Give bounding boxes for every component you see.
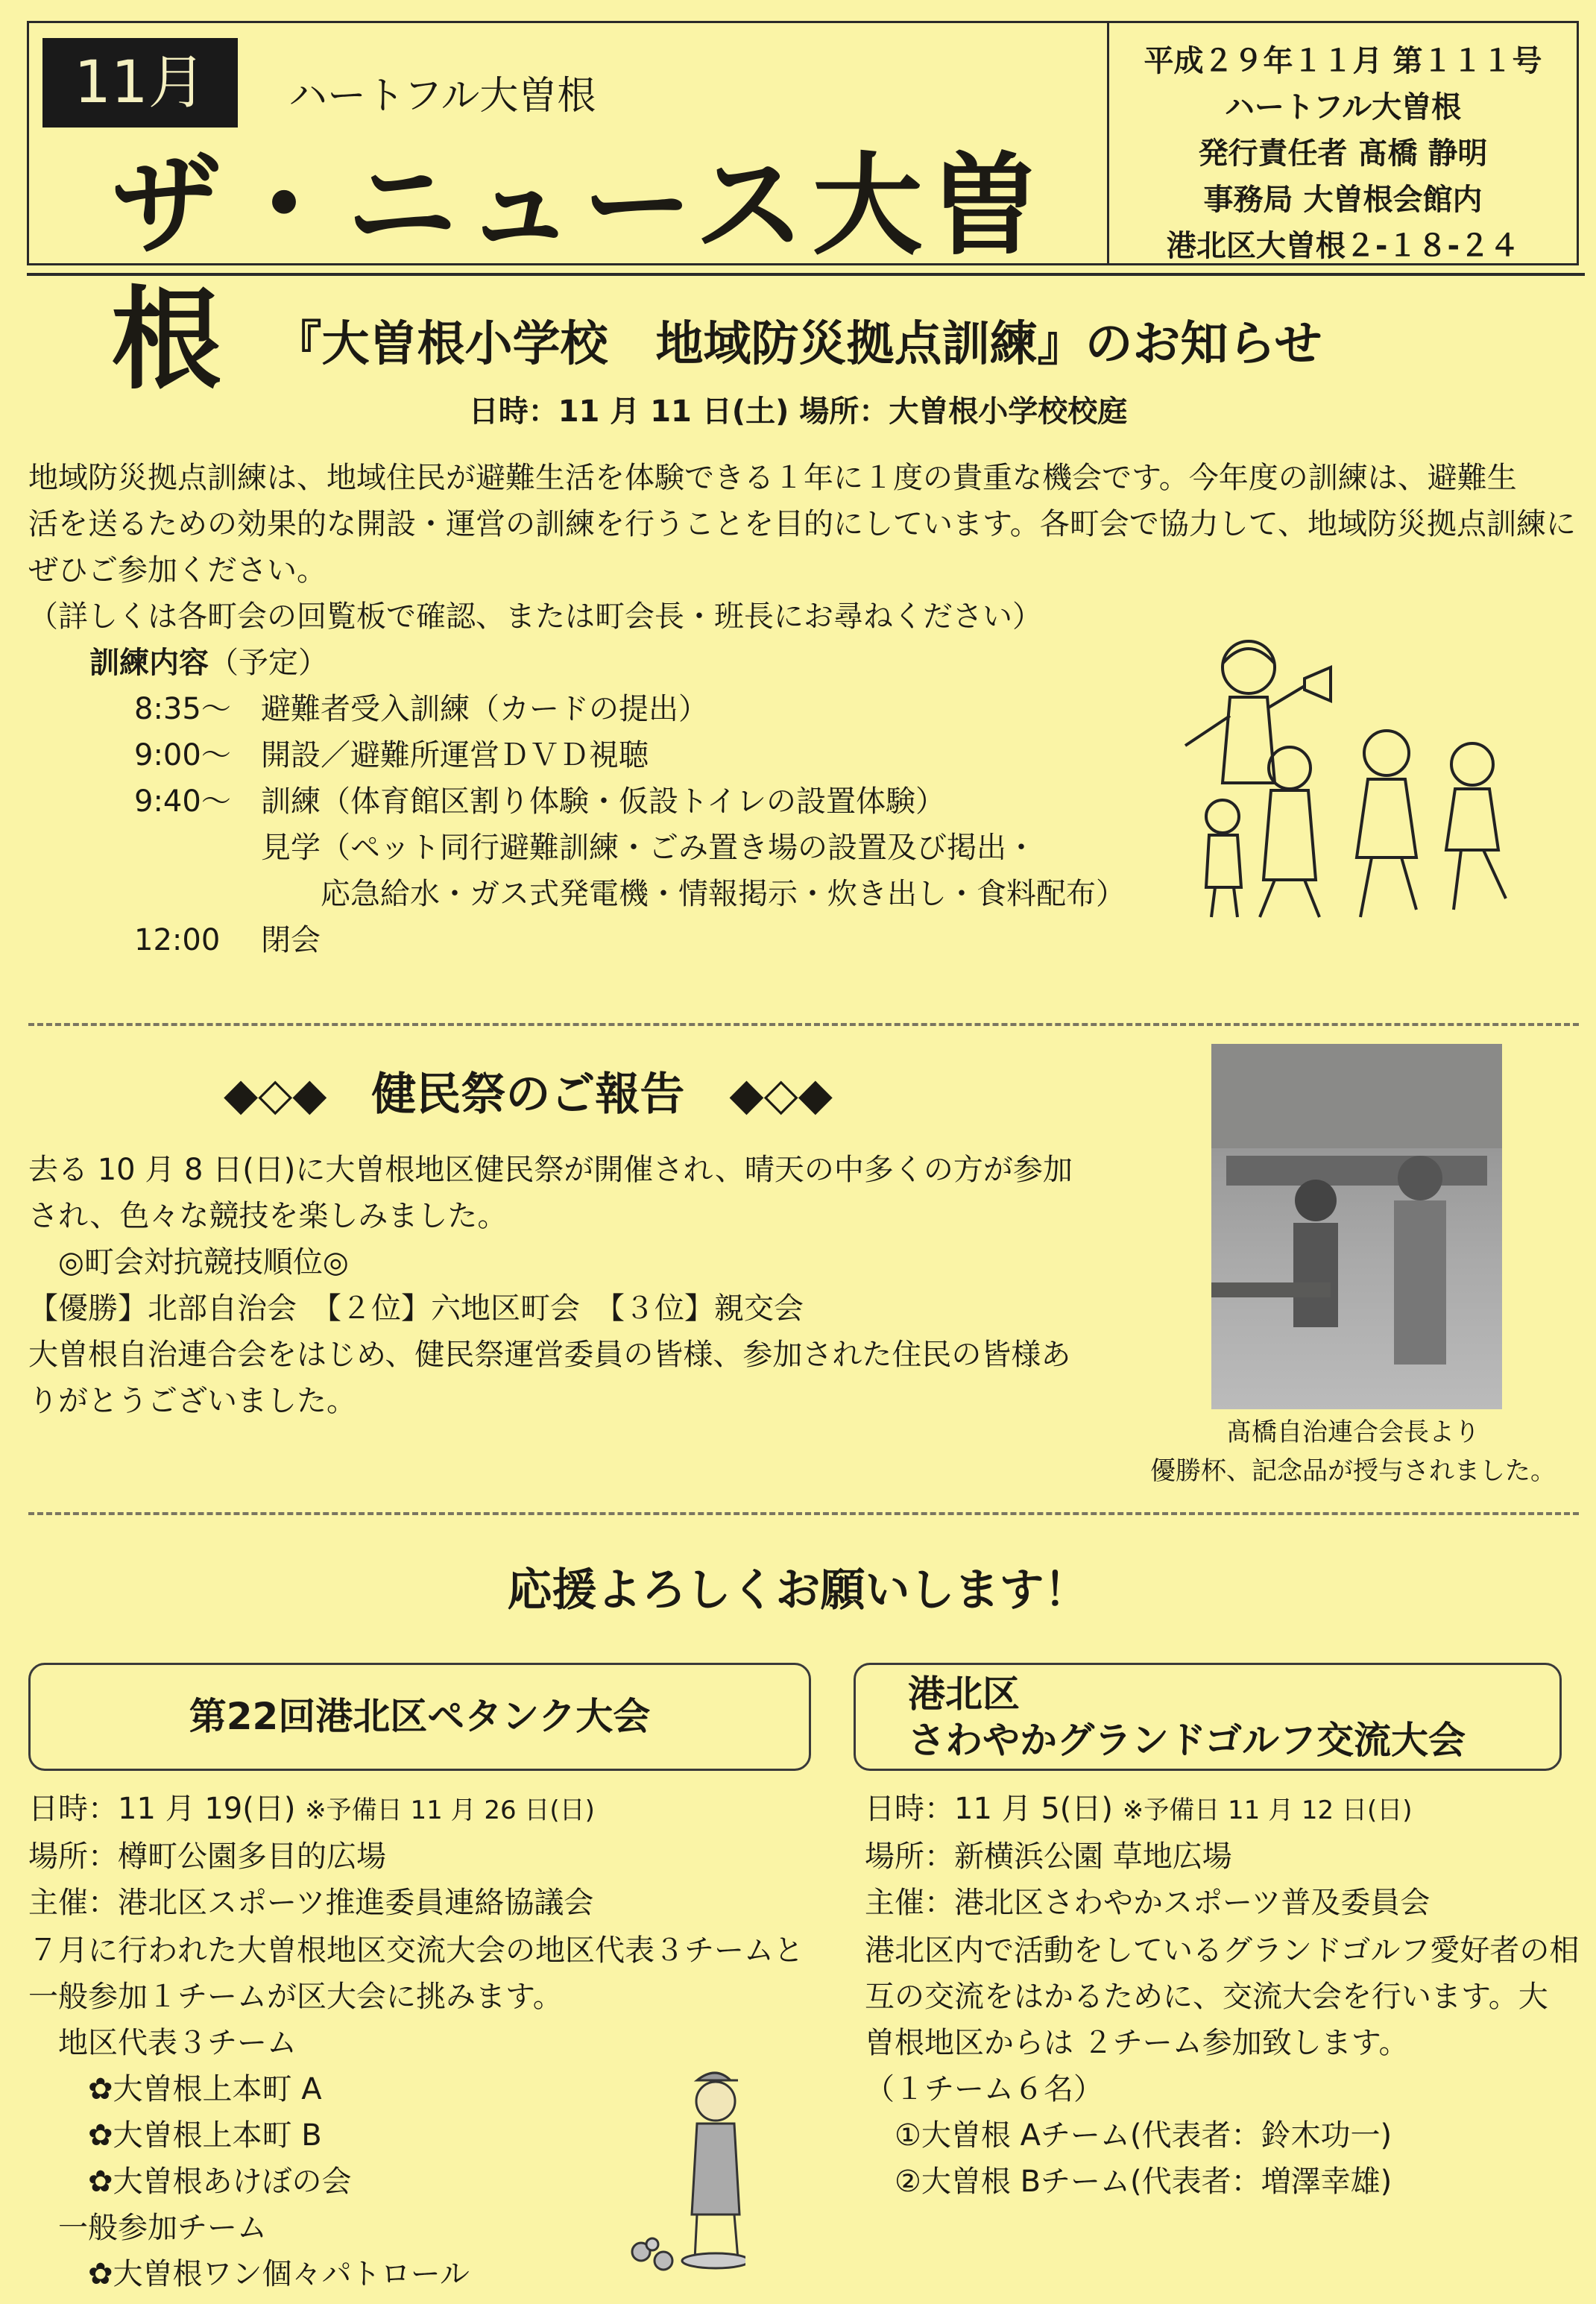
- masthead-title: ザ・ニュース大曽根: [111, 142, 1048, 404]
- award-photo: [1211, 1044, 1502, 1409]
- evacuation-illustration: [1178, 634, 1521, 925]
- issue-info-line: 平成２９年１１月 第１１１号: [1144, 44, 1542, 78]
- event-host: 主催：港北区さわやかスポーツ普及委員会: [865, 1886, 1431, 1920]
- schedule-row: [134, 825, 1126, 871]
- schedule-row: [134, 917, 1126, 963]
- drill-content-heading: [89, 640, 328, 686]
- schedule-item: 開設／避難所運営ＤＶＤ視聴: [261, 738, 649, 772]
- date-text: 日時：11 月 5(日): [865, 1792, 1113, 1826]
- drill-paragraph: [28, 455, 1579, 640]
- title-line: 港北区: [908, 1672, 1020, 1716]
- team-line: ✿大曽根上本町 A: [28, 2072, 322, 2106]
- schedule-item: 閉会: [261, 923, 321, 957]
- event-host: 主催：港北区スポーツ推進委員連絡協議会: [28, 1886, 594, 1920]
- team-line: ①大曽根 Aチーム(代表者：鈴木功一): [865, 2118, 1392, 2153]
- drill-note: （詳しくは各町会の回覧板で確認、または町会長・班長にお尋ねください）: [28, 599, 1042, 634]
- team-line: ②大曽根 Bチーム(代表者：増澤幸雄): [865, 2165, 1392, 2199]
- event-date: [28, 1786, 833, 1834]
- petanque-title: 第22回港北区ペタンク大会: [189, 1695, 651, 1738]
- support-title: 応援よろしくお願いします！: [507, 1564, 1089, 1617]
- issue-info-line: 事務局 大曽根会館内: [1203, 183, 1483, 217]
- drill-title: 『大曽根小学校 地域防災拠点訓練』のお知らせ: [274, 317, 1322, 372]
- section-divider: [28, 1512, 1579, 1518]
- report-line: 大曽根自治連合会をはじめ、健民祭運営委員の皆様、参加された住民の皆様あ: [28, 1338, 1071, 1372]
- photo-caption: [1137, 1413, 1569, 1491]
- report-line: 去る 10 月 8 日(日)に大曽根地区健民祭が開催され、晴天の中多くの方が参加: [28, 1153, 1073, 1187]
- team-line: 地区代表３チーム: [28, 2026, 297, 2060]
- schedule-item: 応急給水・ガス式発電機・情報掲示・炊き出し・食料配布）: [261, 877, 1126, 911]
- schedule-item: 避難者受入訓練（カードの提出）: [261, 692, 708, 726]
- groundgolf-title: [856, 1665, 1559, 1763]
- report-line: され、色々な競技を楽しみました。: [28, 1199, 508, 1233]
- content-label: 訓練内容: [89, 646, 209, 680]
- petanque-box: [28, 1663, 811, 1771]
- event-place: 場所：新横浜公園 草地広場: [865, 1839, 1232, 1874]
- content-tentative: （予定）: [209, 646, 328, 680]
- schedule-item: 見学（ペット同行避難訓練・ごみ置き場の設置及び掲出・: [261, 831, 1036, 865]
- date-note: ※予備日 11 月 12 日(日): [1122, 1795, 1413, 1825]
- issue-info-line: 発行責任者 髙橋 静明: [1198, 136, 1488, 171]
- team-line: ✿大曽根ワン個々パトロール: [28, 2257, 470, 2291]
- team-line: 一般参加チーム: [28, 2211, 267, 2245]
- schedule-time: 12:00: [134, 923, 221, 957]
- issue-info-line: 港北区大曽根２-１８-２４: [1166, 229, 1520, 263]
- report-line: りがとうございました。: [28, 1384, 356, 1418]
- festival-report: [28, 1147, 1191, 1424]
- schedule-time: 9:00～: [134, 738, 231, 772]
- section-divider: [28, 1023, 1579, 1029]
- paragraph-line: 活を送るための効果的な開設・運営の訓練を行うことを目的にしています。各町会で協力して、地域防災拠点訓練に: [28, 507, 1576, 541]
- month-tag: 11月: [42, 38, 238, 128]
- schedule-time: 9:40～: [134, 784, 231, 819]
- festival-title: ◆◇◆ 健民祭のご報告 ◆◇◆: [224, 1068, 833, 1121]
- schedule-row: [134, 778, 1126, 825]
- title-line: さわやかグランドゴルフ交流大会: [908, 1719, 1466, 1762]
- drill-schedule: [134, 686, 1126, 963]
- schedule-item: 訓練（体育館区割り体験・仮設トイレの設置体験）: [261, 784, 945, 819]
- schedule-row: [134, 871, 1126, 917]
- schedule-row: [134, 686, 1126, 732]
- photo-figures: [1211, 1044, 1502, 1409]
- masthead-subtitle: ハートフル大曽根: [288, 74, 596, 119]
- schedule-row: [134, 732, 1126, 778]
- team-line: （１チーム６名）: [865, 2072, 1103, 2106]
- petanque-details: [28, 1786, 833, 1926]
- team-line: 港北区内で活動をしているグランドゴルフ愛好者の相: [865, 1933, 1580, 1968]
- groundgolf-details: [865, 1786, 1580, 1926]
- groundgolf-teams: [865, 1927, 1580, 2205]
- issue-info: [1109, 21, 1579, 265]
- petanque-player-illustration: [626, 2065, 745, 2282]
- caption-line: 優勝杯、記念品が授与されました。: [1150, 1456, 1556, 1486]
- team-line: 一般参加１チームが区大会に挑みます。: [28, 1980, 563, 2014]
- caption-line: 髙橋自治連合会長より: [1226, 1417, 1480, 1447]
- team-line: 曽根地区からは ２チーム参加致します。: [865, 2026, 1409, 2060]
- team-line: 互の交流をはかるために、交流大会を行います。大: [865, 1980, 1548, 2014]
- header-rule: [27, 273, 1585, 276]
- groundgolf-box: [854, 1663, 1562, 1771]
- report-line: ◎町会対抗競技順位◎: [28, 1245, 349, 1280]
- report-line: 【優勝】北部自治会 【２位】六地区町会 【３位】親交会: [28, 1291, 804, 1326]
- drill-datetime: 日時：11 月 11 日(土) 場所：大曽根小学校校庭: [468, 394, 1128, 429]
- schedule-time: 8:35～: [134, 692, 231, 726]
- issue-info-line: ハートフル大曽根: [1224, 90, 1462, 125]
- paragraph-line: ぜひご参加ください。: [28, 553, 327, 588]
- date-note: ※予備日 11 月 26 日(日): [305, 1795, 595, 1825]
- paragraph-line: 地域防災拠点訓練は、地域住民が避難生活を体験できる１年に１度の貴重な機会です。今年度の訓練は、避難生: [28, 461, 1517, 495]
- team-line: ✿大曽根上本町 B: [28, 2118, 322, 2153]
- event-date: [865, 1786, 1580, 1834]
- team-line: ７月に行われた大曽根地区交流大会の地区代表３チームと: [28, 1933, 804, 1968]
- event-place: 場所：樽町公園多目的広場: [28, 1839, 386, 1874]
- date-text: 日時：11 月 19(日): [28, 1792, 296, 1826]
- team-line: ✿大曽根あけぼの会: [28, 2165, 352, 2199]
